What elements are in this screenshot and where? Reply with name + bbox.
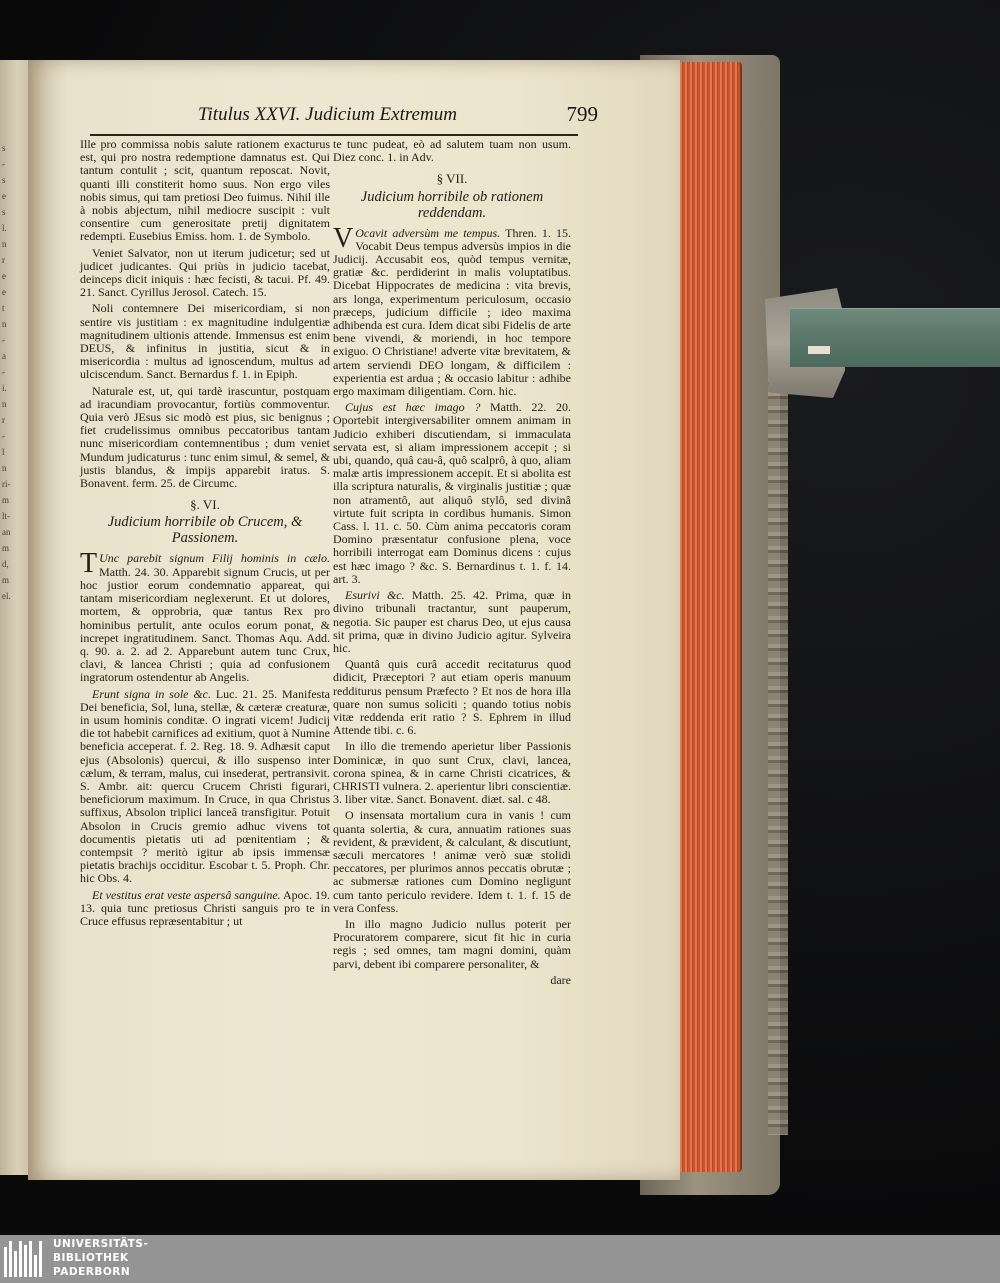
- logo-bar: [34, 1255, 37, 1277]
- book-page: [28, 60, 680, 1180]
- margin-fragment: m: [2, 575, 10, 585]
- margin-fragment: r: [2, 415, 5, 425]
- drop-cap: T: [80, 548, 98, 580]
- margin-fragment: s: [2, 175, 6, 185]
- paragraph: Naturale est, ut, qui tardè irascuntur, postquam ad iracundiam provocantur, fortiùs commoventur. Quia verò JEsus sic modò est pius, sic benignus ; fiet crudelissimus omnibus peccatoribus tantam nunc misericordiam contemnentibus ; dum veniet Mundum judicaturus : tunc enim simul, & semel, & justis blandus, & impijs apparebit iratus. S. Bonavent. ferm. 25. de Circumc.: [80, 383, 330, 491]
- paragraph: In illo die tremendo aperietur liber Passionis Dominicæ, in quo sunt Crux, clavi, lancea, corona spinea, & in carne Christi cicatrices, & CHRISTI vulnera. 2. aperientur libri conscientiæ. 3. liber vitæ. Sanct. Bonavent. diæt. sal. c 48.: [333, 739, 571, 807]
- margin-fragment: -: [2, 367, 5, 377]
- previous-page-text-fragments: [2, 140, 22, 604]
- paragraph: [80, 548, 330, 685]
- logo-bar: [19, 1241, 22, 1277]
- paragraph: [80, 889, 330, 929]
- paragraph: [333, 401, 571, 586]
- section-heading: Judicium horribile ob Crucem, & Passionem.: [107, 514, 303, 547]
- lemma-text: Cujus est hæc imago ?: [345, 400, 481, 415]
- margin-fragment: el.: [2, 591, 11, 601]
- logo-bar: [29, 1241, 32, 1277]
- margin-fragment: t: [2, 303, 5, 313]
- margin-fragment: -: [2, 335, 5, 345]
- library-footer: [0, 1235, 1000, 1283]
- margin-fragment: n: [2, 319, 7, 329]
- previous-page-edge: [0, 60, 29, 1175]
- margin-fragment: e: [2, 191, 6, 201]
- margin-fragment: n: [2, 239, 7, 249]
- margin-fragment: a: [2, 351, 6, 361]
- paragraph: [333, 589, 571, 655]
- lemma-text: Esurivi &c.: [345, 588, 405, 603]
- margin-fragment: -: [2, 159, 5, 169]
- margin-fragment: m: [2, 495, 10, 505]
- margin-fragment: l: [2, 447, 5, 457]
- lemma-text: Ocavit adversùm me tempus.: [355, 225, 501, 240]
- red-page-edges: [678, 62, 742, 1172]
- library-logo-icon: [4, 1241, 46, 1277]
- margin-fragment: n: [2, 463, 7, 473]
- margin-fragment: m: [2, 543, 10, 553]
- margin-fragment: i.: [2, 383, 7, 393]
- right-text-column: [333, 138, 571, 990]
- lemma-text: Unc parebit signum Filij hominis in cælo.: [99, 551, 330, 566]
- header-rule: [90, 134, 578, 136]
- page-number: 799: [566, 102, 598, 126]
- logo-bar: [9, 1241, 12, 1277]
- paragraph-text: Luc. 21. 25. Manifesta Dei beneficia, Sol, luna, stellæ, & cæteræ creaturæ, in usum hominis conditæ. O ingrati vicem! Judicij die tot habebit carnifices ad exitium, quot à Numine beneficia acceperat. f. 2. Reg. 18. 9. Adhæsit caput ejus (Absolonis) quercui, & illo suspenso inter cælum, & terram, malus, cui insederat, pertransivit. S. Ambr. ait: quercu Crucem Christi figurari, beneficiorum maximum. In Cruce, in qua Christus suffixus, Absolon triplici lanceâ transfigitur. Potuit Absolon in Crucis gremio adhuc vivens tot documentis pietatis uti ad pœnitentiam ; & contempsit ? meritò igitur ab ipsis immensæ pietatis brachijs occiditur. Escobar t. 5. Proph. Chr. hic Obs. 4.: [80, 686, 330, 886]
- logo-bar: [14, 1251, 17, 1277]
- section-number: §. VI.: [190, 497, 220, 513]
- margin-fragment: d,: [2, 559, 9, 569]
- left-text-column: [80, 138, 330, 931]
- margin-fragment: l.: [2, 223, 7, 233]
- margin-fragment: r: [2, 255, 5, 265]
- paragraph: In illo magno Judicio nullus poterit per Procuratorem comparere, sicut fit hic in curia regis ; sed omnes, tam magni domini, quàm parvi, debent ibi comparere personaliter, &: [333, 916, 571, 971]
- lemma-text: Et vestitus erat veste aspersâ sanguine.: [92, 887, 281, 902]
- margin-fragment: s: [2, 143, 6, 153]
- library-logo-text: [53, 1237, 148, 1279]
- metal-clasp: [790, 308, 1000, 367]
- margin-fragment: ri-: [2, 479, 11, 489]
- clasp-notch: [808, 346, 830, 354]
- paragraph: te tunc pudeat, eò ad salutem tuam non usum. Diez conc. 1. in Adv.: [333, 137, 571, 165]
- running-header: [198, 104, 598, 132]
- margin-fragment: e: [2, 271, 6, 281]
- paragraph: Quantâ quis curâ accedit recitaturus quod didicit, Præceptori ? aut etiam operis manuum redditurus pensum Præfecto ? Et nos de hora illa quare non sumus soliciti ; quando totius nobis vitæ reddenda erit ratio ? S. Ephrem in illud Attende tibi. c. 6.: [333, 657, 571, 738]
- paragraph: Ille pro commissa nobis salute rationem exacturus est, qui pro nostra redemptione damnatus est. Qui tantum contulit ; scit, quantum reposcat. Novit, quanti illi constiterit homo suus. Non ergo viles nobis simus, qui tam pretiosi Deo fuimus. Nihil ille à nobis abjectum, nihil mediocre suscipit : vult consentire cum generositate pretij dignitatem redempti. Eusebius Emiss. hom. 1. de Symbolo.: [80, 137, 330, 244]
- paragraph: Noli contemnere Dei misericordiam, si non sentire vis justitiam : ex magnitudine indulgentiæ magnitudinem ultionis attende. Immensus est enim DEUS, & infinitus in justitia, sicut & in misericordia : multus ad ignoscendum, multus ad ulciscendum. Sanct. Bernardus f. 1. in Epiph.: [80, 301, 330, 382]
- section-number: § VII.: [436, 171, 468, 187]
- margin-fragment: lt-: [2, 511, 10, 521]
- catchword: dare: [550, 972, 571, 987]
- margin-fragment: n: [2, 399, 7, 409]
- paragraph: Veniet Salvator, non ut iterum judicetur; sed ut judicet judicantes. Qui priùs in judicio tacebat, deinceps dicit iniquis : hæc fecisti, & tacui. Pf. 49. 21. Sanct. Cyrillus Jerosol. Catech. 15.: [80, 245, 330, 300]
- logo-bar: [24, 1245, 27, 1277]
- logo-bar: [4, 1247, 7, 1277]
- paragraph-text: Matth. 25. 42. Prima, quæ in divino tribunali tractantur, sunt pauperum, negotia. Sic pauper est charus Deo, ut ejus causa sit prima, quæ in divino Judicio agitur. Sylveira hic.: [333, 588, 572, 655]
- paragraph: [333, 222, 571, 399]
- paragraph: O insensata mortalium cura in vanis ! cum quanta solertia, & cura, annuatim rationes suas revident, & prævident, & calculant, & discutiunt, sæculi mercatores ! animæ verò suæ stolidi peccatores, per plurimos annos peccatis obrutæ ; ac submersæ rationes cum Domino negligunt cum tanto periculo revidere. Idem t. 1. f. 15 de vera Confess.: [333, 808, 571, 915]
- paragraph-text: Apoc. 19. 13. quia tunc pretiosus Christi sanguis pro te in Cruce effusus repræsentabitur ; ut: [80, 887, 330, 928]
- margin-fragment: e: [2, 287, 6, 297]
- logo-line: UNIVERSITÄTS-: [53, 1238, 149, 1250]
- paragraph-text: Thren. 1. 15. Vocabit Deus tempus adversùs impios in die Judicij. Accusabit eos, quòd tempus vernitæ, gratiæ &c. perdiderint in malis voluptatibus. Dicebat Hippocrates de medicina : vita brevis, ars longa, experimentum periculosum, occasio præceps, judicium difficile ; ideo maxima adhibenda est cura. Idem dicat sibi Fidelis de arte bene vivendi, & moriendi, in hoc tempore exiguo. O Christiane! adverte vitæ brevitatem, & artem serviendi DEO longam, & difficilem : experientia est ardua ; & occasio labitur : adhibe ergo maximam diligentiam. Corn. hic.: [333, 225, 571, 399]
- logo-line: PADERBORN: [53, 1266, 131, 1278]
- margin-fragment: -: [2, 431, 5, 441]
- logo-bar: [39, 1241, 42, 1277]
- margin-fragment: an: [2, 527, 11, 537]
- lemma-text: Erunt signa in sole &c.: [92, 686, 212, 701]
- section-heading: Judicium horribile ob rationem reddendam.: [360, 188, 544, 221]
- paragraph-text: Matth. 24. 30. Apparebit signum Crucis, ut per hoc justior eorum condemnatio appareat, qui tantam misericordiam neglexerunt. Et ut dolores, mortem, & opprobria, quæ tantus Rex pro hominibus pertulit, ante oculos eorum ponat, & increpet ingratitudinem. Sanct. Thomas Aqu. Add. q. 90. a. 2. ad 2. Apparebunt autem tunc Crux, clavi, & lancea Christi ; quia ad confusionem ingratorum ostendentur ab Angelis.: [80, 564, 330, 685]
- margin-fragment: s: [2, 207, 6, 217]
- logo-line: BIBLIOTHEK: [53, 1252, 129, 1264]
- running-title: Titulus XXVI. Judicium Extremum: [198, 104, 457, 125]
- paragraph-text: Matth. 22. 20. Oportebit intergiversabiliter omnem animam in Judicio exhiberi discutiendam, si immaculata servata est, si aliam impressionem accepit ; si ubi, quando, quâ cau-â, quô scalprô, à quo, aliam malæ artis impressionem accepit. Et si abolita est illa scriptura naturalis, & virginalis justitiæ ; quæ non atramentô, aut aliquô stylô, sed divinâ virtute fuit scripta in cordibus humanis. Simon Cass. l. 11. c. 50. Cùm anima peccatoris coram Domino præsentatur confusione plena, voce horribili interrogat eam Dominus dicens : cujus est hæc imago ? &c. S. Bernardinus t. 1. f. 14. art. 3.: [333, 400, 572, 586]
- drop-cap: V: [333, 222, 354, 254]
- paragraph: [80, 688, 330, 886]
